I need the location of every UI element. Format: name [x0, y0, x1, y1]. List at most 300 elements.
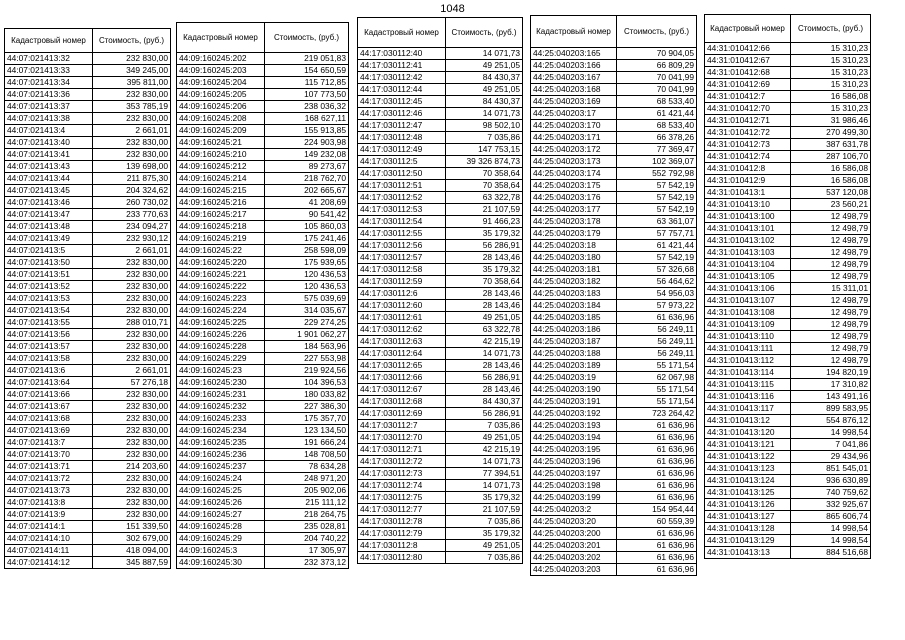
cadastral-number: 44:09:160245:216 — [177, 197, 265, 209]
cadastral-number: 44:07:021413:64 — [5, 377, 93, 389]
cost-value: 62 067,98 — [617, 372, 697, 384]
cadastral-number: 44:17:030112:47 — [358, 120, 446, 132]
table-row — [358, 60, 523, 72]
table-row — [705, 67, 871, 79]
cadastral-number: 44:09:160245:30 — [177, 557, 265, 569]
table-row — [705, 175, 871, 187]
cadastral-number: 44:31:010412:71 — [705, 115, 791, 127]
table-row — [358, 120, 523, 132]
cost-value: 120 436,53 — [265, 269, 349, 281]
table-row — [5, 437, 171, 449]
table-row — [5, 245, 171, 257]
table-row — [5, 197, 171, 209]
cadastral-number: 44:07:021413:34 — [5, 77, 93, 89]
cadastral-number: 44:25:040203:17 — [531, 108, 617, 120]
table-row — [531, 168, 697, 180]
cadastral-number: 44:17:030112:68 — [358, 396, 446, 408]
cadastral-number: 44:17:030112:52 — [358, 192, 446, 204]
table-row — [358, 84, 523, 96]
cadastral-number: 44:31:010413:111 — [705, 343, 791, 355]
table-row — [705, 463, 871, 475]
cost-value: 49 251,05 — [446, 60, 523, 72]
cost-value: 175 357,70 — [265, 413, 349, 425]
table-row — [5, 497, 171, 509]
table-row — [358, 96, 523, 108]
table-row — [5, 137, 171, 149]
cost-value: 17 310,82 — [791, 379, 871, 391]
table-row — [705, 127, 871, 139]
table-row — [177, 77, 349, 89]
table-row — [358, 276, 523, 288]
cost-value: 155 913,85 — [265, 125, 349, 137]
cadastral-number: 44:07:021413:32 — [5, 53, 93, 65]
cadastral-number: 44:31:010413:13 — [705, 547, 791, 559]
cadastral-number: 44:25:040203:201 — [531, 540, 617, 552]
cadastral-number: 44:25:040203:2 — [531, 504, 617, 516]
cost-value: 218 264,75 — [265, 509, 349, 521]
cost-value: 61 636,96 — [617, 456, 697, 468]
table-row — [358, 396, 523, 408]
cadastral-number: 44:25:040203:18 — [531, 240, 617, 252]
table-row — [531, 120, 697, 132]
cost-value: 232 830,00 — [93, 53, 171, 65]
cost-value: 123 134,50 — [265, 425, 349, 437]
cadastral-number: 44:09:160245:212 — [177, 161, 265, 173]
table-row — [358, 48, 523, 60]
cost-value: 84 430,37 — [446, 72, 523, 84]
cost-value: 227 386,30 — [265, 401, 349, 413]
cost-value: 232 830,00 — [93, 509, 171, 521]
table-row — [531, 564, 697, 576]
cost-value: 77 394,51 — [446, 468, 523, 480]
cadastral-number: 44:09:160245:224 — [177, 305, 265, 317]
table-row — [358, 156, 523, 168]
table-row — [705, 271, 871, 283]
cadastral-number: 44:17:030112:41 — [358, 60, 446, 72]
cadastral-number: 44:31:010413:100 — [705, 211, 791, 223]
cost-value: 575 039,69 — [265, 293, 349, 305]
cost-value: 232 830,00 — [93, 137, 171, 149]
cadastral-number: 44:07:021413:6 — [5, 365, 93, 377]
cadastral-number: 44:31:010413:105 — [705, 271, 791, 283]
header-code: Кадастровый номер — [531, 16, 617, 48]
cost-value: 151 339,50 — [93, 521, 171, 533]
cadastral-number: 44:17:030112:46 — [358, 108, 446, 120]
cadastral-number: 44:07:021414:1 — [5, 521, 93, 533]
table-row — [177, 425, 349, 437]
cadastral-number: 44:07:021413:43 — [5, 161, 93, 173]
table-row — [5, 281, 171, 293]
cadastral-number: 44:31:010412:67 — [705, 55, 791, 67]
cost-value: 2 661,01 — [93, 125, 171, 137]
cadastral-number: 44:25:040203:196 — [531, 456, 617, 468]
cadastral-number: 44:07:021413:5 — [5, 245, 93, 257]
cost-value: 61 636,96 — [617, 540, 697, 552]
table-row — [705, 403, 871, 415]
table-row — [705, 139, 871, 151]
cadastral-number: 44:07:021413:38 — [5, 113, 93, 125]
table-row — [177, 449, 349, 461]
cost-value: 90 541,42 — [265, 209, 349, 221]
table-row — [5, 341, 171, 353]
cadastral-number: 44:25:040203:200 — [531, 528, 617, 540]
header-cost: Стоимость, (руб.) — [446, 18, 523, 48]
cadastral-number: 44:25:040203:171 — [531, 132, 617, 144]
cost-value: 214 203,60 — [93, 461, 171, 473]
cadastral-number: 44:31:010413:128 — [705, 523, 791, 535]
cost-value: 57 276,18 — [93, 377, 171, 389]
cost-value: 232 830,00 — [93, 281, 171, 293]
table-row — [705, 199, 871, 211]
cadastral-number: 44:25:040203:175 — [531, 180, 617, 192]
cadastral-number: 44:17:030112:42 — [358, 72, 446, 84]
cost-value: 12 498,79 — [791, 319, 871, 331]
table-row — [5, 413, 171, 425]
cadastral-number: 44:07:021414:10 — [5, 533, 93, 545]
table-row — [5, 257, 171, 269]
table-row — [705, 511, 871, 523]
table-row — [531, 252, 697, 264]
cost-value: 15 310,23 — [791, 103, 871, 115]
cadastral-number: 44:09:160245:221 — [177, 269, 265, 281]
cost-value: 61 636,96 — [617, 492, 697, 504]
cadastral-number: 44:25:040203:174 — [531, 168, 617, 180]
cost-value: 21 107,59 — [446, 204, 523, 216]
cadastral-number: 44:09:160245:231 — [177, 389, 265, 401]
cost-value: 936 630,89 — [791, 475, 871, 487]
cost-value: 232 830,00 — [93, 257, 171, 269]
table-row — [705, 319, 871, 331]
cost-value: 56 249,11 — [617, 348, 697, 360]
cost-value: 395 811,00 — [93, 77, 171, 89]
table-row — [177, 269, 349, 281]
cost-value: 232 830,00 — [93, 293, 171, 305]
table-row — [705, 499, 871, 511]
cost-value: 232 830,00 — [93, 437, 171, 449]
cost-value: 31 986,46 — [791, 115, 871, 127]
cost-value: 56 286,91 — [446, 408, 523, 420]
table-row — [177, 161, 349, 173]
table-row — [177, 53, 349, 65]
table-row — [705, 535, 871, 547]
cost-value: 28 143,46 — [446, 300, 523, 312]
table-row — [5, 185, 171, 197]
cadastral-number: 44:07:021413:69 — [5, 425, 93, 437]
table-row — [358, 372, 523, 384]
cadastral-number: 44:07:021413:48 — [5, 221, 93, 233]
table-row — [177, 137, 349, 149]
cadastral-number: 44:17:030112:64 — [358, 348, 446, 360]
table-row — [358, 252, 523, 264]
table-row — [177, 65, 349, 77]
table-row — [5, 269, 171, 281]
table-row — [177, 197, 349, 209]
cost-value: 205 902,06 — [265, 485, 349, 497]
cost-value: 232 830,00 — [93, 413, 171, 425]
cost-value: 899 583,95 — [791, 403, 871, 415]
table-row — [531, 276, 697, 288]
cost-value: 232 830,00 — [93, 89, 171, 101]
table-row — [358, 180, 523, 192]
cadastral-number: 44:07:021413:9 — [5, 509, 93, 521]
cadastral-number: 44:31:010412:7 — [705, 91, 791, 103]
table-row — [5, 89, 171, 101]
cadastral-number: 44:07:021413:4 — [5, 125, 93, 137]
cadastral-number: 44:25:040203:195 — [531, 444, 617, 456]
table-row — [531, 372, 697, 384]
table-row — [705, 223, 871, 235]
cadastral-number: 44:17:030112:8 — [358, 540, 446, 552]
table-row — [358, 132, 523, 144]
cadastral-number: 44:09:160245:202 — [177, 53, 265, 65]
cadastral-number: 44:09:160245:208 — [177, 113, 265, 125]
cost-value: 63 361,07 — [617, 216, 697, 228]
cadastral-number: 44:17:030112:6 — [358, 288, 446, 300]
cadastral-number: 44:07:021413:49 — [5, 233, 93, 245]
cost-value: 232 830,00 — [93, 305, 171, 317]
cost-value: 345 887,59 — [93, 557, 171, 569]
cost-value: 232 830,00 — [93, 149, 171, 161]
table-row — [177, 401, 349, 413]
cadastral-number: 44:09:160245:27 — [177, 509, 265, 521]
cadastral-number: 44:09:160245:215 — [177, 185, 265, 197]
cost-value: 7 041,86 — [791, 439, 871, 451]
cost-value: 418 094,00 — [93, 545, 171, 557]
cadastral-number: 44:17:030112:72 — [358, 456, 446, 468]
table-row — [531, 288, 697, 300]
table-row — [5, 353, 171, 365]
cost-value: 219 051,83 — [265, 53, 349, 65]
cost-value: 12 498,79 — [791, 247, 871, 259]
cadastral-number: 44:25:040203:193 — [531, 420, 617, 432]
table-row — [705, 343, 871, 355]
cost-value: 77 369,47 — [617, 144, 697, 156]
table-row — [358, 288, 523, 300]
table-row — [705, 379, 871, 391]
cadastral-number: 44:09:160245:23 — [177, 365, 265, 377]
cadastral-number: 44:17:030112:49 — [358, 144, 446, 156]
header-cost: Стоимость, (руб.) — [617, 16, 697, 48]
cadastral-number: 44:25:040203:176 — [531, 192, 617, 204]
cost-value: 57 757,71 — [617, 228, 697, 240]
cost-value: 15 310,23 — [791, 55, 871, 67]
table-row — [705, 211, 871, 223]
cadastral-number: 44:31:010412:73 — [705, 139, 791, 151]
table-row — [705, 43, 871, 55]
cost-value: 219 924,56 — [265, 365, 349, 377]
cost-value: 149 232,08 — [265, 149, 349, 161]
table-row — [531, 456, 697, 468]
cost-value: 49 251,05 — [446, 84, 523, 96]
cadastral-number: 44:09:160245:3 — [177, 545, 265, 557]
table-row — [705, 427, 871, 439]
cadastral-number: 44:17:030112:59 — [358, 276, 446, 288]
table-row — [177, 473, 349, 485]
cadastral-number: 44:07:021413:47 — [5, 209, 93, 221]
table-row — [705, 187, 871, 199]
cadastral-number: 44:31:010413:116 — [705, 391, 791, 403]
header-code: Кадастровый номер — [705, 15, 791, 43]
table-row — [531, 420, 697, 432]
cadastral-number: 44:17:030112:62 — [358, 324, 446, 336]
table-row — [531, 264, 697, 276]
cost-value: 302 679,00 — [93, 533, 171, 545]
table-row — [531, 312, 697, 324]
cadastral-number: 44:07:021413:51 — [5, 269, 93, 281]
cadastral-number: 44:17:030112:44 — [358, 84, 446, 96]
cadastral-number: 44:31:010413:121 — [705, 439, 791, 451]
cadastral-number: 44:17:030112:74 — [358, 480, 446, 492]
cost-value: 70 358,64 — [446, 180, 523, 192]
cadastral-number: 44:07:021413:73 — [5, 485, 93, 497]
table-row — [531, 492, 697, 504]
cost-value: 70 358,64 — [446, 168, 523, 180]
cost-value: 235 028,81 — [265, 521, 349, 533]
cadastral-number: 44:07:021413:72 — [5, 473, 93, 485]
cost-value: 91 466,23 — [446, 216, 523, 228]
cost-value: 232 830,00 — [93, 473, 171, 485]
cost-value: 61 636,96 — [617, 480, 697, 492]
table-row — [531, 156, 697, 168]
cost-value: 1 901 062,27 — [265, 329, 349, 341]
cadastral-number: 44:31:010412:69 — [705, 79, 791, 91]
table-row — [531, 84, 697, 96]
cadastral-number: 44:31:010413:112 — [705, 355, 791, 367]
table-row — [177, 533, 349, 545]
cost-value: 314 035,67 — [265, 305, 349, 317]
table-row — [531, 552, 697, 564]
table-row — [5, 53, 171, 65]
cadastral-number: 44:17:030112:53 — [358, 204, 446, 216]
table-row — [705, 163, 871, 175]
table-row — [358, 516, 523, 528]
header-cost: Стоимость, (руб.) — [791, 15, 871, 43]
table-row — [531, 336, 697, 348]
cost-value: 12 498,79 — [791, 331, 871, 343]
cadastral-number: 44:09:160245:234 — [177, 425, 265, 437]
table-row — [177, 101, 349, 113]
page-number: 1048 — [440, 3, 465, 15]
table-row — [705, 475, 871, 487]
table-row — [358, 108, 523, 120]
table-row — [705, 547, 871, 559]
cost-value: 194 820,19 — [791, 367, 871, 379]
table-row — [177, 329, 349, 341]
table-row — [5, 65, 171, 77]
cost-value: 49 251,05 — [446, 540, 523, 552]
cost-value: 28 143,46 — [446, 384, 523, 396]
cadastral-number: 44:09:160245:229 — [177, 353, 265, 365]
cadastral-number: 44:09:160245:206 — [177, 101, 265, 113]
cost-value: 63 322,78 — [446, 192, 523, 204]
table-row — [5, 233, 171, 245]
table-row — [531, 204, 697, 216]
table-row — [177, 293, 349, 305]
cost-value: 148 708,50 — [265, 449, 349, 461]
cadastral-number: 44:07:021413:58 — [5, 353, 93, 365]
cost-value: 884 516,68 — [791, 547, 871, 559]
cadastral-number: 44:09:160245:233 — [177, 413, 265, 425]
cost-value: 102 369,07 — [617, 156, 697, 168]
table-row — [5, 521, 171, 533]
cadastral-number: 44:25:040203:192 — [531, 408, 617, 420]
cost-value: 204 324,62 — [93, 185, 171, 197]
cadastral-number: 44:17:030112:50 — [358, 168, 446, 180]
cost-value: 61 636,96 — [617, 420, 697, 432]
cadastral-number: 44:17:030112:80 — [358, 552, 446, 564]
cost-value: 2 661,01 — [93, 365, 171, 377]
cost-value: 68 533,40 — [617, 96, 697, 108]
table-row — [705, 307, 871, 319]
table-row — [531, 504, 697, 516]
cadastral-number: 44:17:030112:61 — [358, 312, 446, 324]
cadastral-number: 44:25:040203:179 — [531, 228, 617, 240]
table-row — [177, 221, 349, 233]
table-row — [5, 473, 171, 485]
cadastral-number: 44:31:010413:107 — [705, 295, 791, 307]
table-row — [705, 439, 871, 451]
table-row — [531, 108, 697, 120]
cost-value: 232 830,00 — [93, 353, 171, 365]
cost-value: 865 606,74 — [791, 511, 871, 523]
cadastral-number: 44:31:010413:102 — [705, 235, 791, 247]
cadastral-number: 44:25:040203:187 — [531, 336, 617, 348]
cost-value: 168 627,11 — [265, 113, 349, 125]
table-row — [705, 451, 871, 463]
cost-value: 12 498,79 — [791, 295, 871, 307]
cadastral-number: 44:25:040203:19 — [531, 372, 617, 384]
cadastral-number: 44:25:040203:202 — [531, 552, 617, 564]
cadastral-number: 44:09:160245:21 — [177, 137, 265, 149]
table-row — [5, 449, 171, 461]
cost-value: 175 241,46 — [265, 233, 349, 245]
table-row — [358, 204, 523, 216]
cadastral-number: 44:07:021413:52 — [5, 281, 93, 293]
cost-value: 7 035,86 — [446, 132, 523, 144]
cost-value: 7 035,86 — [446, 420, 523, 432]
table-row — [531, 144, 697, 156]
cadastral-number: 44:07:021413:46 — [5, 197, 93, 209]
table-row — [531, 540, 697, 552]
cadastral-number: 44:07:021413:41 — [5, 149, 93, 161]
cost-value: 70 358,64 — [446, 276, 523, 288]
cost-value: 42 215,19 — [446, 444, 523, 456]
table-row — [358, 264, 523, 276]
table-row — [358, 192, 523, 204]
table-row — [177, 413, 349, 425]
cadastral-number: 44:09:160245:24 — [177, 473, 265, 485]
cadastral-number: 44:25:040203:198 — [531, 480, 617, 492]
cadastral-number: 44:09:160245:220 — [177, 257, 265, 269]
cadastral-number: 44:25:040203:172 — [531, 144, 617, 156]
cadastral-number: 44:31:010413:115 — [705, 379, 791, 391]
cadastral-number: 44:07:021413:53 — [5, 293, 93, 305]
cadastral-number: 44:07:021414:12 — [5, 557, 93, 569]
table-row — [705, 295, 871, 307]
cost-value: 15 310,23 — [791, 67, 871, 79]
cadastral-number: 44:31:010413:104 — [705, 259, 791, 271]
cost-value: 120 436,53 — [265, 281, 349, 293]
cadastral-number: 44:25:040203:180 — [531, 252, 617, 264]
table-row — [5, 173, 171, 185]
cadastral-number: 44:17:030112:7 — [358, 420, 446, 432]
table-row — [358, 420, 523, 432]
cost-value: 723 264,42 — [617, 408, 697, 420]
cost-value: 232 830,00 — [93, 401, 171, 413]
cost-value: 56 464,62 — [617, 276, 697, 288]
table-row — [5, 365, 171, 377]
table-row — [358, 540, 523, 552]
